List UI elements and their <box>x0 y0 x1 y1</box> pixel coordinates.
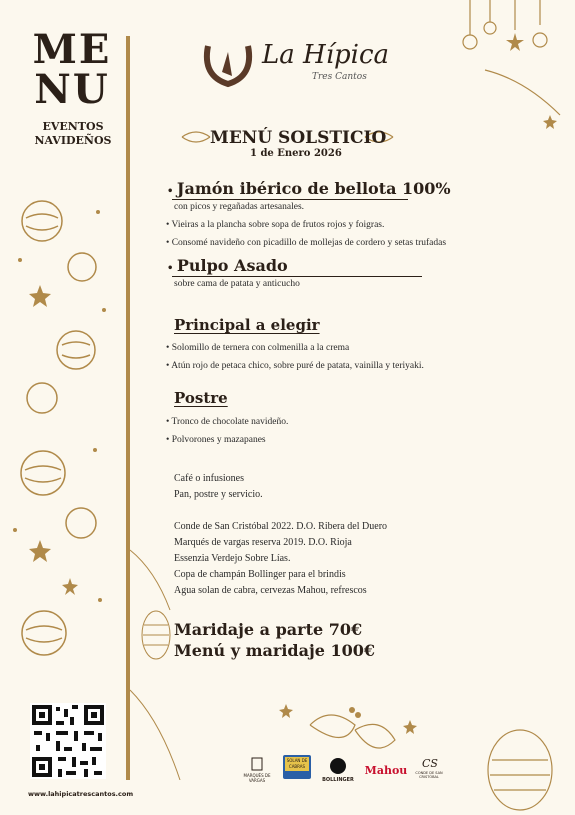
price-menu-maridaje: Menú y maridaje 100€ <box>174 641 376 660</box>
ornament-ball-icon <box>22 201 62 241</box>
starter-line: con picos y regañadas artesanales. <box>174 202 305 212</box>
menu-heading: ME NU <box>32 26 112 113</box>
ornaments-left <box>0 190 125 690</box>
pine-decor-icon <box>128 540 188 780</box>
wine-line: Marqués de vargas reserva 2019. D.O. Rioja <box>174 537 352 548</box>
menu-date: 1 de Enero 2026 <box>250 148 342 159</box>
extra-line: Pan, postre y servicio. <box>174 489 263 500</box>
wine-line: Conde de San Cristóbal 2022. D.O. Ribera del Duero <box>174 521 388 532</box>
pine-branch-icon <box>485 70 560 115</box>
sponsor-marques-de-vargas: MARQUÉS DE VARGAS <box>242 757 272 783</box>
brand-name: La Hípica <box>262 40 390 70</box>
qr-code-icon <box>30 703 106 779</box>
star-icon <box>506 33 524 51</box>
star-icon <box>543 115 557 129</box>
starter-line: • Vieiras a la plancha sobre sopa de frutos rojos y foigras. <box>166 220 385 230</box>
star-icon <box>62 578 78 595</box>
starter-line: • Consomé navideño con picadillo de mollejas de cordero y setas trufadas <box>166 238 447 248</box>
sponsor-conde-san-cristobal: CS CONDE DE SAN CRISTÓBAL <box>415 757 443 779</box>
principal-item: • Solomillo de ternera con colmenilla a la crema <box>166 343 350 353</box>
ornament-ball-icon <box>57 331 95 369</box>
bauble-icon <box>533 33 547 47</box>
starter-heading-jamon: • Jamón ibérico de bellota 100% <box>167 179 451 198</box>
eventos-heading: EVENTOS NAVIDEÑOS <box>34 120 112 147</box>
horseshoe-logo-icon <box>198 38 258 92</box>
postre-item: • Polvorones y mazapanes <box>166 435 266 445</box>
holly-leaf-icon <box>355 724 395 748</box>
bauble-icon <box>484 22 496 34</box>
principal-item: • Atún rojo de petaca chico, sobre puré de patata, vainilla y teriyaki. <box>166 361 424 371</box>
svg-text:CS: CS <box>422 757 438 769</box>
sponsor-mahou: Mahou <box>364 764 408 777</box>
price-maridaje: Maridaje a parte 70€ <box>174 620 363 639</box>
ornament-ball-icon <box>27 383 57 413</box>
wine-line: Agua solan de cabra, cervezas Mahou, refrescos <box>174 585 367 596</box>
holly-decor-icon <box>270 690 575 815</box>
monogram-icon <box>420 755 438 769</box>
star-icon <box>279 704 293 718</box>
website-link[interactable]: www.lahipicatrescantos.com <box>28 790 134 798</box>
wine-line: Copa de champán Bollinger para el brindis <box>174 569 346 580</box>
ornament-ball-icon <box>68 253 96 281</box>
starter-line: sobre cama de patata y anticucho <box>174 279 300 289</box>
ornament-ball-icon <box>22 611 66 655</box>
star-icon <box>29 540 51 562</box>
wine-line: Essenzia Verdejo Sobre Lías. <box>174 553 291 564</box>
postre-item: • Tronco de chocolate navideño. <box>166 417 289 427</box>
section-principal: Principal a elegir <box>174 316 320 334</box>
ornament-ball-icon <box>66 508 96 538</box>
extra-line: Café o infusiones <box>174 473 244 484</box>
holly-leaf-icon <box>310 715 355 738</box>
sponsor-solan-de-cabras: SOLAN DE CABRAS <box>283 755 311 779</box>
starter-heading-pulpo: • Pulpo Asado <box>167 256 288 275</box>
ornament-ball-icon <box>21 451 65 495</box>
qr-code[interactable] <box>30 703 106 779</box>
star-icon <box>29 285 51 307</box>
pine-cone-icon <box>488 730 552 810</box>
section-postre: Postre <box>174 389 228 407</box>
menu-title: MENÚ SOLSTICIO <box>210 128 387 148</box>
bauble-icon <box>463 35 477 49</box>
ornaments-top-right <box>455 0 575 140</box>
star-icon <box>403 720 417 734</box>
crest-icon <box>250 757 264 771</box>
sponsor-bollinger: BOLLINGER <box>318 757 358 783</box>
brand-subtitle: Tres Cantos <box>312 72 367 82</box>
bollinger-crest-icon <box>329 757 347 775</box>
